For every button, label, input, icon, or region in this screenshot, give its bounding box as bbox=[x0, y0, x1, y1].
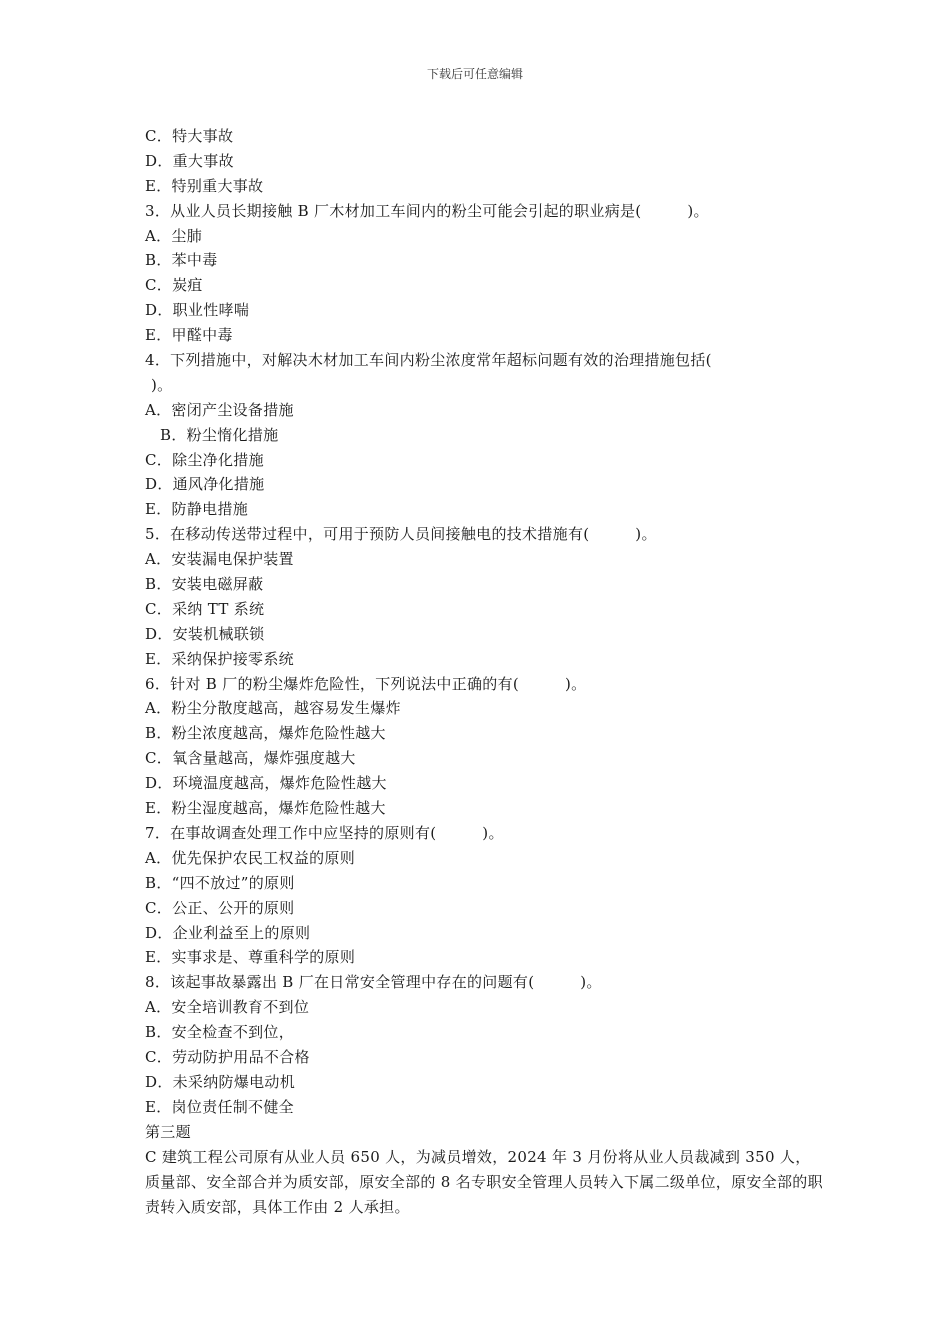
question-7: 7．在事故调查处理工作中应坚持的原则有( )。 bbox=[145, 823, 504, 842]
page-header: 下载后可任意编辑 bbox=[426, 67, 523, 81]
q5-option-e: E．采纳保护接零系统 bbox=[145, 649, 294, 668]
option-d-line: D．重大事故 bbox=[145, 151, 234, 170]
q5-option-c: C．采纳 TT 系统 bbox=[145, 599, 265, 618]
q6-option-c: C．氧含量越高，爆炸强度越大 bbox=[145, 749, 356, 768]
q6-option-d: D．环境温度越高，爆炸危险性越大 bbox=[145, 774, 387, 793]
case-paragraph: C 建筑工程公司原有从业人员 650 人，为减员增效，2024 年 3 月份将从业人员裁减到 350 人，质量部、安全部合并为质安部，原安全部的 8 名专职安全管理人员转入下属二级单位，原安全部的职责转入质安部，具体工作由 2 人承担。 bbox=[145, 1147, 823, 1216]
q8-option-d: D．未采纳防爆电动机 bbox=[145, 1072, 296, 1091]
option-e-line: E．特别重大事故 bbox=[145, 176, 264, 195]
q8-option-a: A．安全培训教育不到位 bbox=[145, 998, 310, 1017]
question-5: 5．在移动传送带过程中，可用于预防人员间接触电的技术措施有( )。 bbox=[145, 525, 657, 544]
q3-option-c: C．炭疽 bbox=[145, 276, 203, 295]
q4-option-b: B．粉尘惰化措施 bbox=[160, 425, 279, 444]
q5-option-b: B．安装电磁屏蔽 bbox=[145, 575, 264, 594]
q8-option-e: E．岗位责任制不健全 bbox=[145, 1097, 294, 1116]
q7-option-c: C．公正、公开的原则 bbox=[145, 898, 295, 917]
q5-option-d: D．安装机械联锁 bbox=[145, 624, 265, 643]
q4-option-e: E．防静电措施 bbox=[145, 500, 249, 519]
q4-option-d: D．通风净化措施 bbox=[145, 475, 265, 494]
q6-option-e: E．粉尘湿度越高，爆炸危险性越大 bbox=[145, 799, 386, 818]
q7-option-e: E．实事求是、尊重科学的原则 bbox=[145, 948, 356, 967]
q8-option-c: C．劳动防护用品不合格 bbox=[145, 1047, 310, 1066]
q6-option-a: A．粉尘分散度越高，越容易发生爆炸 bbox=[145, 699, 401, 718]
q7-option-d: D．企业利益至上的原则 bbox=[145, 923, 311, 942]
q7-option-a: A．优先保护农民工权益的原则 bbox=[145, 848, 356, 867]
q7-option-b: B．“四不放过”的原则 bbox=[145, 873, 295, 892]
question-6: 6．针对 B 厂的粉尘爆炸危险性，下列说法中正确的有( )。 bbox=[145, 674, 587, 693]
q3-option-b: B．苯中毒 bbox=[145, 251, 218, 270]
q4-option-a: A．密闭产尘设备措施 bbox=[145, 400, 294, 419]
option-c-line: C．特大事故 bbox=[145, 127, 234, 145]
q4-option-c: C．除尘净化措施 bbox=[145, 450, 264, 469]
document-body bbox=[145, 124, 825, 1220]
q3-option-d: D．职业性哮喘 bbox=[145, 301, 250, 320]
q5-option-a: A．安装漏电保护装置 bbox=[145, 550, 294, 569]
question-4-continued: )。 bbox=[151, 375, 173, 394]
q6-option-b: B．粉尘浓度越高，爆炸危险性越大 bbox=[145, 724, 386, 743]
q8-option-b: B．安全检查不到位， bbox=[145, 1023, 295, 1042]
question-3: 3．从业人员长期接触 B 厂木材加工车间内的粉尘可能会引起的职业病是( )。 bbox=[145, 201, 709, 220]
section-heading-third: 第三题 bbox=[145, 1122, 191, 1141]
q3-option-e: E．甲醛中毒 bbox=[145, 326, 233, 345]
question-8: 8．该起事故暴露出 B 厂在日常安全管理中存在的问题有( )。 bbox=[145, 973, 602, 992]
question-4: 4．下列措施中，对解决木材加工车间内粉尘浓度常年超标问题有效的治理措施包括( bbox=[145, 351, 712, 370]
q3-option-a: A．尘肺 bbox=[145, 226, 203, 245]
